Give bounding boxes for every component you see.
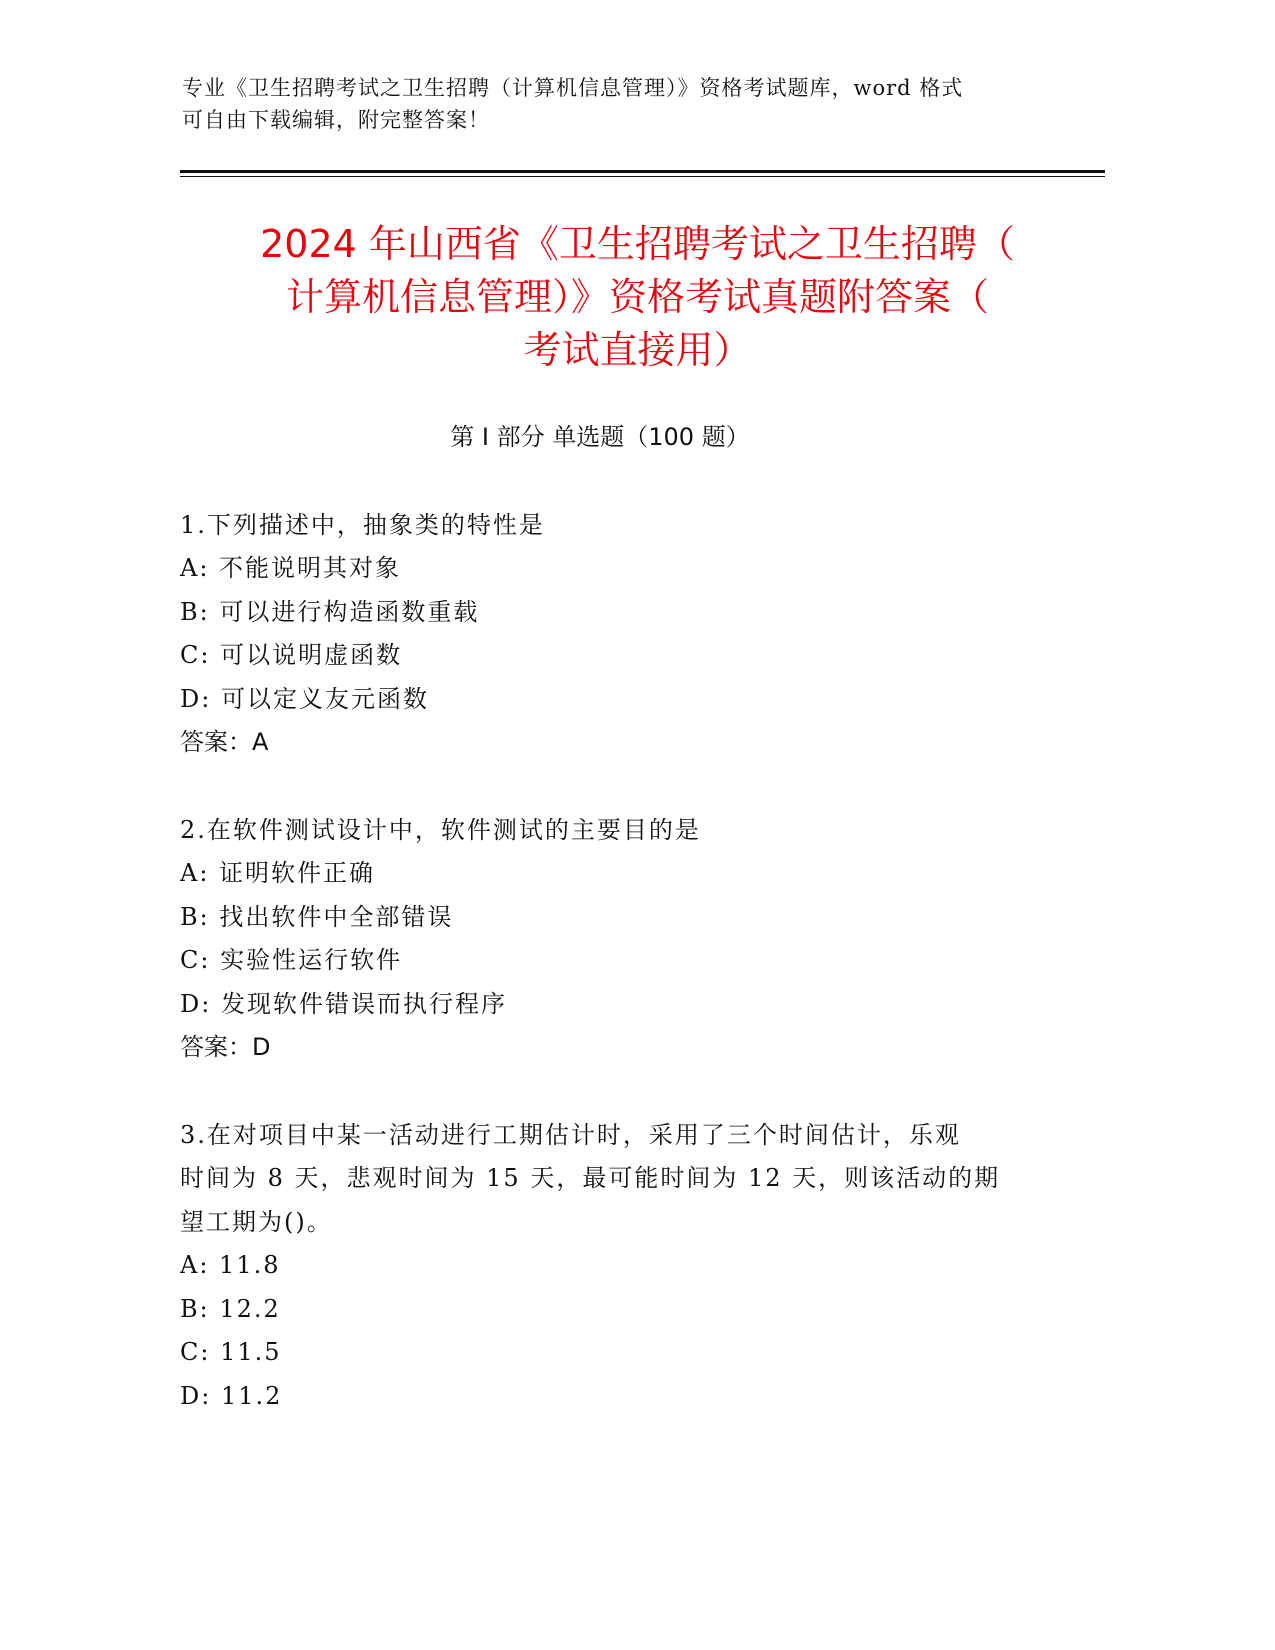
section-heading: 第 I 部分 单选题（100 题）: [450, 423, 750, 451]
question-3-option-d: D: 11.2: [180, 1382, 283, 1410]
question-3-stem-line-1: 3.在对项目中某一活动进行工期估计时，采用了三个时间估计，乐观: [180, 1121, 961, 1149]
question-1-stem: 1.下列描述中，抽象类的特性是: [180, 511, 545, 539]
question-3-option-c: C: 11.5: [180, 1338, 282, 1366]
question-3-stem-line-3: 望工期为()。: [180, 1208, 333, 1236]
question-1-option-c: C: 可以说明虚函数: [180, 641, 403, 669]
header-divider-thin: [180, 176, 1105, 177]
question-1-answer: 答案：A: [180, 728, 269, 756]
question-1-option-a: A: 不能说明其对象: [180, 554, 402, 582]
document-title: [150, 218, 1125, 377]
question-1-option-d: D: 可以定义友元函数: [180, 685, 429, 713]
document-title-line-3: 考试直接用）: [523, 328, 752, 372]
question-1-option-b: B: 可以进行构造函数重载: [180, 598, 480, 626]
question-3-option-a: A: 11.8: [180, 1251, 281, 1279]
question-3-option-b: B: 12.2: [180, 1295, 281, 1323]
header-note: [182, 72, 1042, 136]
document-title-line-2: 计算机信息管理）》资格考试真题附答案（: [285, 275, 989, 319]
question-2-option-d: D: 发现软件错误而执行程序: [180, 990, 507, 1018]
header-note-line-2: 可自由下载编辑，附完整答案！: [182, 108, 490, 132]
question-2-answer: 答案：D: [180, 1033, 271, 1061]
question-2-option-c: C: 实验性运行软件: [180, 946, 403, 974]
header-divider-thick: [180, 170, 1105, 173]
question-2-stem: 2.在软件测试设计中，软件测试的主要目的是: [180, 816, 701, 844]
header-note-line-1: 专业《卫生招聘考试之卫生招聘（计算机信息管理）》资格考试题库，word 格式: [182, 76, 964, 100]
question-2-option-b: B: 找出软件中全部错误: [180, 903, 454, 931]
question-3-stem-line-2: 时间为 8 天，悲观时间为 15 天，最可能时间为 12 天，则该活动的期: [180, 1164, 1001, 1192]
document-title-line-1: 2024 年山西省《卫生招聘考试之卫生招聘（: [260, 222, 1015, 266]
question-2-option-a: A: 证明软件正确: [180, 859, 376, 887]
